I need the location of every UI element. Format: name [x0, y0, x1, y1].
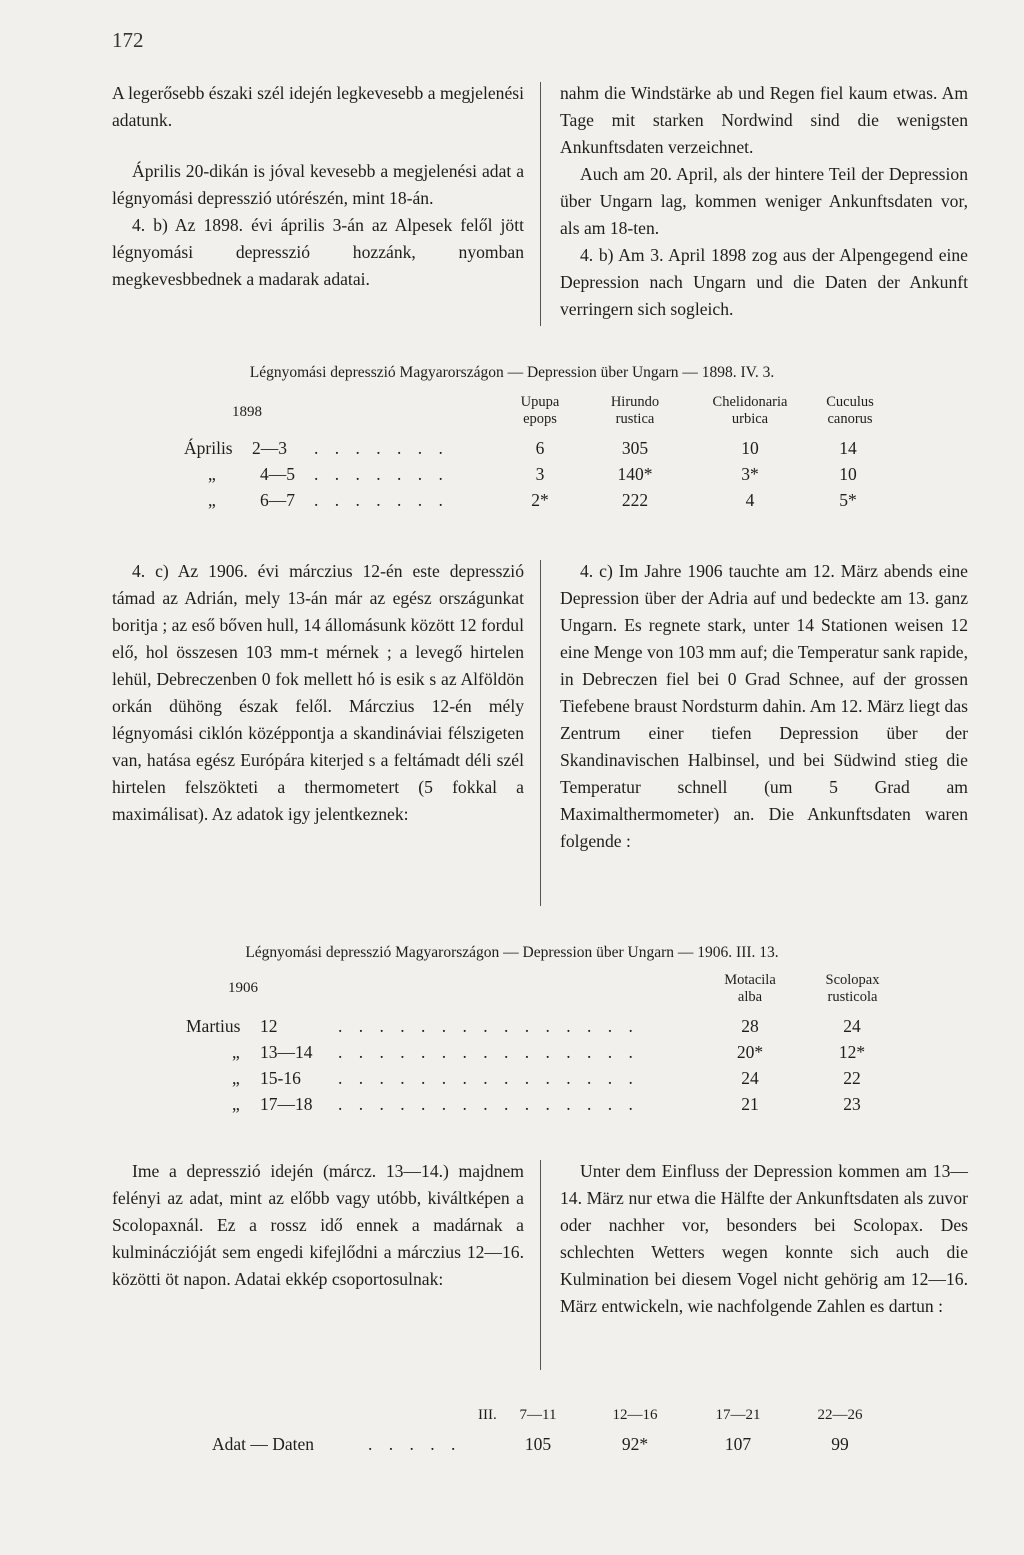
cell-value: 22 [843, 1068, 861, 1088]
table1-year: 1898 [232, 404, 262, 420]
cell-value: 24 [741, 1068, 759, 1088]
row-days: 15-16 [260, 1068, 301, 1088]
cell-value: 23 [843, 1094, 861, 1114]
cell-value: 5* [839, 490, 857, 510]
table2-species-scolopax: Scolopax rusticola [825, 972, 880, 1005]
paragraph: Unter dem Einfluss der Depression kommen am 13—14. März nur etwa die Hälfte der Ankunftsdaten als zuvor oder nachher vor, besonders bei Scolopax. Des schlechten Wetters wegen konnte sich auch die Kulmination bei diesem Vogel nicht gehörig am 12—16. März entwickeln, wie nachfolgende Zahlen es dartun : [560, 1161, 968, 1316]
row-month: „ [232, 1068, 240, 1088]
cell-value: 10 [741, 438, 759, 458]
cell-value: 12* [838, 1042, 866, 1062]
cell-value: 4 [745, 490, 755, 510]
column-divider [540, 1160, 541, 1370]
cell-value: 10 [839, 464, 857, 484]
cell-value: 21 [741, 1094, 759, 1114]
cell-value: 99 [831, 1434, 849, 1454]
row-days: 17—18 [260, 1094, 313, 1114]
row-days: 12 [260, 1016, 278, 1036]
paragraph: A legerősebb északi szél idején legkevesebb a megjelenési adatunk. [112, 83, 524, 130]
section2-german [560, 558, 968, 855]
row-days: 13—14 [260, 1042, 313, 1062]
table2-caption: Légnyomási depresszió Magyarországon — Depression über Ungarn — 1906. III. 13. [245, 944, 779, 961]
paragraph: 4. c) Im Jahre 1906 tauchte am 12. März abends eine Depression über der Adria auf und bedeckte am 13. ganz Ungarn. Es regnete stark, unter 14 Stationen weisen 12 eine Menge von 103 mm auf; die Temperatur sank rapide, in Debreczen fiel bei 0 Grad Schnee, auf der grossen Tiefebene braust Nordsturm dahin. Am 12. März liegt das Zentrum einer tiefen Depression über der Skandinavischen Halbinsel, und bei Südwind stieg die Temperatur schnell (um 5 Grad am Maximalthermometer) an. Die Ankunftsdaten waren folgende : [560, 561, 968, 851]
cell-value: 105 [524, 1434, 552, 1454]
column-divider [540, 560, 541, 906]
table1-species-cuculus: Cuculus canorus [826, 394, 874, 427]
leader-dots: . . . . . . . [314, 490, 449, 510]
leader-dots: . . . . . . . . . . . . . . . [338, 1094, 639, 1114]
row-month: Április [184, 438, 233, 458]
paragraph: 4. c) Az 1906. évi márczius 12-én este depresszió támad az Adrián, mely 13-án már az egész országunkat boritja ; az eső bőven hull, 14 állomásunk között 12 fordul elő, hol összesen 103 mm-t mérnek ; a levegő hirtelen lehül, Debreczenben 0 fok mellett hó is esik s az Alföldön orkán dühöng észak felől. Márczius 12-én mély légnyomási ciklón középpontja a skandináviai félszigeten van, hatása egész Európára kiterjed s a feltámadt déli szél hirtelen felszökteti a thermometert (5 fokkal a maximálisat). Az adatok igy jelentkeznek: [112, 561, 524, 824]
cell-value: 140* [617, 464, 653, 484]
leader-dots: . . . . . [368, 1434, 462, 1454]
row-label: Adat — Daten [212, 1434, 315, 1454]
row-days: 6—7 [260, 490, 295, 510]
cell-value: 6 [535, 438, 545, 458]
leader-dots: . . . . . . . . . . . . . . . [338, 1042, 639, 1062]
table3-period: 22—26 [817, 1407, 863, 1423]
row-month: „ [208, 490, 216, 510]
row-month: Martius [186, 1016, 241, 1036]
column-divider [540, 82, 541, 326]
cell-value: 305 [621, 438, 649, 458]
cell-value: 3 [535, 464, 545, 484]
paragraph: Ime a depresszió idején (márcz. 13—14.) majdnem felényi az adat, mint az előbb vagy utóbb, kiváltképen a Scolopaxnál. Ez a rossz idő ennek a madárnak a kulmináczióját sem engedi kifejlődni a márczius 12—16. közötti öt napon. Adatai ekkép csoportosulnak: [112, 1161, 524, 1289]
section3-hungarian [112, 1158, 524, 1293]
cell-value: 222 [621, 490, 649, 510]
paragraph: nahm die Windstärke ab und Regen fiel kaum etwas. Am Tage mit starken Nordwind sind die wenigsten Ankunftsdaten verzeichnet. [560, 83, 968, 157]
leader-dots: . . . . . . . [314, 464, 449, 484]
table2-species-motacila: Motacila alba [724, 972, 776, 1005]
cell-value: 14 [839, 438, 857, 458]
table2-year: 1906 [228, 980, 258, 996]
row-month: „ [208, 464, 216, 484]
cell-value: 3* [741, 464, 759, 484]
row-days: 4—5 [260, 464, 295, 484]
section3-german [560, 1158, 968, 1320]
paragraph: 4. b) Az 1898. évi április 3-án az Alpesek felől jött légnyomási depresszió hozzánk, nyomban megkevesbbednek a madarak adatai. [112, 215, 524, 289]
cell-value: 92* [621, 1434, 649, 1454]
section1-german [560, 80, 968, 323]
cell-value: 24 [843, 1016, 861, 1036]
leader-dots: . . . . . . . . . . . . . . . [338, 1016, 639, 1036]
table1-caption: Légnyomási depresszió Magyarországon — Depression über Ungarn — 1898. IV. 3. [249, 364, 775, 381]
table1-species-upupa: Upupa epops [520, 394, 560, 427]
table1-species-hirundo: Hirundo rustica [610, 394, 660, 427]
paragraph: Április 20-dikán is jóval kevesebb a megjelenési adat a légnyomási depresszió utórészén, mint 18-án. [112, 161, 524, 208]
paragraph: 4. b) Am 3. April 1898 zog aus der Alpengegend eine Depression nach Ungarn und die Daten der Ankunft verringern sich sogleich. [560, 245, 968, 319]
row-month: „ [232, 1094, 240, 1114]
cell-value: 20* [736, 1042, 764, 1062]
paragraph: Auch am 20. April, als der hintere Teil der Depression über Ungarn lag, kommen weniger Ankunftsdaten vor, als am 18-ten. [560, 164, 968, 238]
row-days: 2—3 [252, 438, 287, 458]
table3-month: III. [478, 1407, 497, 1423]
section1-hungarian [112, 80, 524, 293]
cell-value: 2* [531, 490, 549, 510]
section2-hungarian [112, 558, 524, 828]
cell-value: 107 [724, 1434, 752, 1454]
leader-dots: . . . . . . . [314, 438, 449, 458]
row-month: „ [232, 1042, 240, 1062]
table1-species-chelidonaria: Chelidonaria urbica [712, 394, 788, 427]
table3-period: 17—21 [715, 1407, 761, 1423]
page-number: 172 [112, 28, 144, 52]
table3-period: 12—16 [612, 1407, 658, 1423]
table3-period: 7—11 [519, 1407, 557, 1423]
leader-dots: . . . . . . . . . . . . . . . [338, 1068, 639, 1088]
cell-value: 28 [741, 1016, 759, 1036]
